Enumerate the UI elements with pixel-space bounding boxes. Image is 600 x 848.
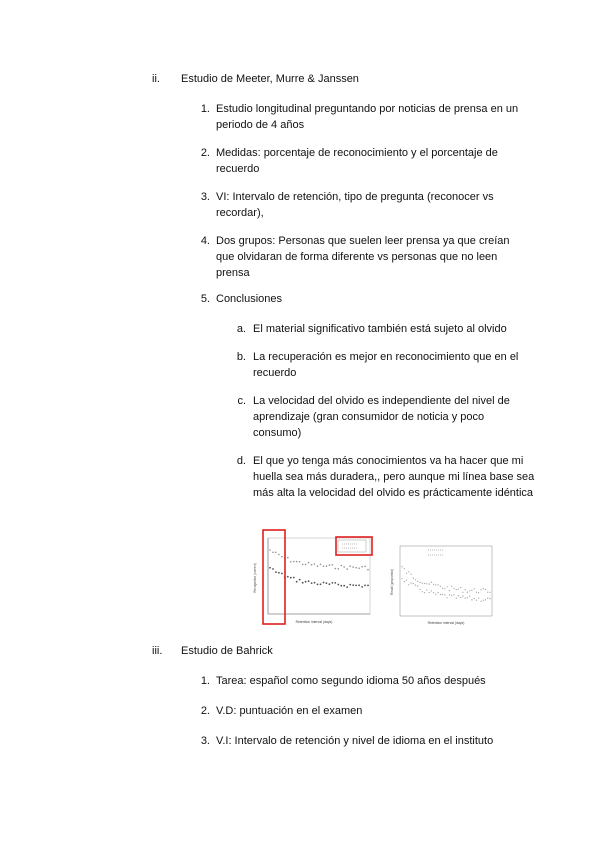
data-point xyxy=(433,592,434,593)
section-ii-title: Estudio de Meeter, Murre & Janssen xyxy=(181,73,359,85)
data-point xyxy=(329,583,331,585)
data-point xyxy=(334,582,336,584)
data-point xyxy=(355,567,357,569)
data-point xyxy=(404,568,405,569)
section-iii-title: Estudio de Bahrick xyxy=(181,645,273,657)
data-point xyxy=(413,577,414,578)
data-point xyxy=(323,582,325,584)
conclusion-item: El material significativo también está sujeto al olvido xyxy=(253,323,507,335)
data-point xyxy=(281,556,283,558)
data-point xyxy=(296,561,298,563)
y-axis-label: Recall (proportion) xyxy=(390,568,394,596)
data-point xyxy=(467,597,468,598)
data-point xyxy=(435,584,436,585)
data-point xyxy=(364,585,366,587)
data-point xyxy=(332,564,334,566)
data-point xyxy=(474,598,475,599)
data-point xyxy=(367,569,369,571)
data-point xyxy=(275,571,277,573)
item-number: 2. xyxy=(200,147,210,159)
data-point xyxy=(320,564,322,566)
item-number: 5. xyxy=(200,293,210,305)
data-point xyxy=(293,561,295,563)
data-point xyxy=(329,564,331,566)
data-point xyxy=(424,592,425,593)
data-point xyxy=(287,576,289,578)
data-point xyxy=(287,557,289,559)
chart-background xyxy=(388,540,496,628)
data-point xyxy=(308,580,310,582)
data-point xyxy=(440,594,441,595)
data-point xyxy=(417,585,418,586)
conclusion-item: El que yo tenga más conocimientos va ha hacer que mi huella sea más duradera,, pero aunque mi línea base sea más alta la velocidad del olvido es prácticamente idéntica xyxy=(253,455,535,499)
data-point xyxy=(442,594,443,595)
data-point xyxy=(408,571,409,572)
item-number: 3. xyxy=(200,735,210,747)
data-point xyxy=(290,561,292,563)
data-point xyxy=(335,568,337,570)
data-point xyxy=(451,586,452,587)
item-number: 2. xyxy=(200,705,210,717)
data-point xyxy=(435,594,436,595)
data-point xyxy=(410,574,411,575)
data-point xyxy=(485,589,486,590)
data-point xyxy=(447,586,448,587)
data-point xyxy=(323,565,325,567)
conclusion-letter: b. xyxy=(236,351,246,363)
data-point xyxy=(426,583,427,584)
data-point xyxy=(358,584,360,586)
data-point xyxy=(346,568,348,570)
data-point xyxy=(449,590,450,591)
data-point xyxy=(438,584,439,585)
data-point xyxy=(343,585,345,587)
data-point xyxy=(278,554,280,556)
list-item: Conclusiones xyxy=(216,293,283,305)
data-point xyxy=(417,581,418,582)
item-number: 1. xyxy=(200,675,210,687)
data-point xyxy=(474,588,475,589)
item-number: 1. xyxy=(200,103,210,115)
data-point xyxy=(487,592,488,593)
data-point xyxy=(305,564,307,566)
data-point xyxy=(358,567,360,569)
data-point xyxy=(302,564,304,566)
data-point xyxy=(458,595,459,596)
data-point xyxy=(420,589,421,590)
data-point xyxy=(483,600,484,601)
data-point xyxy=(449,594,450,595)
data-point xyxy=(278,572,280,574)
chart-legend xyxy=(338,540,366,552)
list-item: VI: Intervalo de retención, tipo de pregunta (reconocer vs recordar), xyxy=(216,191,494,219)
data-point xyxy=(444,594,445,595)
data-point xyxy=(364,566,366,568)
data-point xyxy=(415,585,416,586)
data-point xyxy=(471,599,472,600)
data-point xyxy=(440,586,441,587)
data-point xyxy=(444,588,445,589)
x-axis-label: Retention interval (days) xyxy=(295,620,333,624)
section-iii-marker: iii. xyxy=(152,645,163,657)
data-point xyxy=(462,596,463,597)
data-point xyxy=(420,582,421,583)
data-point xyxy=(352,566,354,568)
conclusion-letter: d. xyxy=(236,455,246,467)
data-point xyxy=(299,579,301,581)
list-item: Estudio longitudinal preguntando por noticias de prensa en un periodo de 4 años xyxy=(216,103,519,131)
data-point xyxy=(326,582,328,584)
data-point xyxy=(480,589,481,590)
data-point xyxy=(489,598,490,599)
data-point xyxy=(489,592,490,593)
data-point xyxy=(320,583,322,585)
data-point xyxy=(269,567,271,569)
data-point xyxy=(314,563,316,565)
conclusion-letter: c. xyxy=(237,395,246,407)
data-point xyxy=(269,549,271,551)
data-point xyxy=(465,589,466,590)
data-point xyxy=(462,592,463,593)
data-point xyxy=(305,581,307,583)
data-point xyxy=(408,584,409,585)
data-point xyxy=(281,573,283,575)
data-point xyxy=(272,552,274,554)
conclusion-item: La recuperación es mejor en reconocimiento que en el recuerdo xyxy=(253,351,519,379)
data-point xyxy=(478,592,479,593)
data-point xyxy=(302,582,304,584)
data-point xyxy=(338,568,340,570)
data-point xyxy=(438,592,439,593)
data-point xyxy=(311,582,313,584)
data-point xyxy=(467,592,468,593)
data-point xyxy=(480,601,481,602)
data-point xyxy=(422,591,423,592)
list-item: Dos grupos: Personas que suelen leer prensa ya que creían que olvidaran de forma diferente vs personas que no leen prensa xyxy=(216,235,510,279)
data-point xyxy=(429,592,430,593)
list-item: Tarea: español como segundo idioma 50 años después xyxy=(216,675,486,687)
data-point xyxy=(341,565,343,567)
data-point xyxy=(349,565,351,567)
conclusion-item: La velocidad del olvido es independiente del nivel de aprendizaje (gran consumidor de noticia y poco consumo) xyxy=(253,395,510,439)
data-point xyxy=(272,568,274,570)
data-point xyxy=(487,598,488,599)
data-point xyxy=(433,584,434,585)
recall-forgetting-chart xyxy=(388,540,496,628)
data-point xyxy=(471,590,472,591)
recognition-forgetting-chart xyxy=(250,528,380,628)
data-point xyxy=(431,590,432,591)
data-point xyxy=(447,597,448,598)
data-point xyxy=(296,581,298,583)
data-point xyxy=(401,578,402,579)
data-point xyxy=(337,584,339,586)
data-point xyxy=(343,566,345,568)
data-point xyxy=(311,564,313,566)
data-point xyxy=(404,581,405,582)
data-point xyxy=(424,583,425,584)
data-point xyxy=(317,584,319,586)
list-item: V.I: Intervalo de retención y nivel de idioma en el instituto xyxy=(216,735,494,747)
data-point xyxy=(308,562,310,564)
data-point xyxy=(456,598,457,599)
data-point xyxy=(456,589,457,590)
data-point xyxy=(453,594,454,595)
data-point xyxy=(415,579,416,580)
list-item: V.D: puntuación en el examen xyxy=(216,705,363,717)
data-point xyxy=(451,595,452,596)
data-point xyxy=(332,582,334,584)
data-point xyxy=(317,565,319,567)
data-point xyxy=(340,585,342,587)
list-item: Medidas: porcentaje de reconocimiento y el porcentaje de recuerdo xyxy=(216,147,498,175)
data-point xyxy=(352,584,354,586)
data-point xyxy=(469,596,470,597)
data-point xyxy=(453,588,454,589)
data-point xyxy=(476,592,477,593)
data-point xyxy=(485,599,486,600)
item-number: 3. xyxy=(200,191,210,203)
data-point xyxy=(355,585,357,587)
data-point xyxy=(469,590,470,591)
data-point xyxy=(406,573,407,574)
data-point xyxy=(275,552,277,554)
data-point xyxy=(293,577,295,579)
item-number: 4. xyxy=(200,235,210,247)
data-point xyxy=(361,566,363,568)
data-point xyxy=(429,584,430,585)
data-point xyxy=(401,566,402,567)
data-point xyxy=(422,583,423,584)
data-point xyxy=(361,586,363,588)
data-point xyxy=(410,582,411,583)
data-point xyxy=(460,587,461,588)
data-point xyxy=(346,586,348,588)
data-point xyxy=(431,582,432,583)
section-ii-marker: ii. xyxy=(152,73,160,85)
data-point xyxy=(483,588,484,589)
data-point xyxy=(290,577,292,579)
data-point xyxy=(478,598,479,599)
data-point xyxy=(426,589,427,590)
data-point xyxy=(326,565,328,567)
data-point xyxy=(458,589,459,590)
y-axis-label: Recognition (correct) xyxy=(253,563,257,593)
data-point xyxy=(314,582,316,584)
data-point xyxy=(413,583,414,584)
data-point xyxy=(476,600,477,601)
conclusion-letter: a. xyxy=(236,323,246,335)
data-point xyxy=(460,597,461,598)
data-point xyxy=(349,584,351,586)
data-point xyxy=(367,585,369,587)
data-point xyxy=(465,598,466,599)
data-point xyxy=(442,588,443,589)
data-point xyxy=(406,580,407,581)
data-point xyxy=(299,561,301,563)
x-axis-label: Retention interval (days) xyxy=(427,621,465,625)
